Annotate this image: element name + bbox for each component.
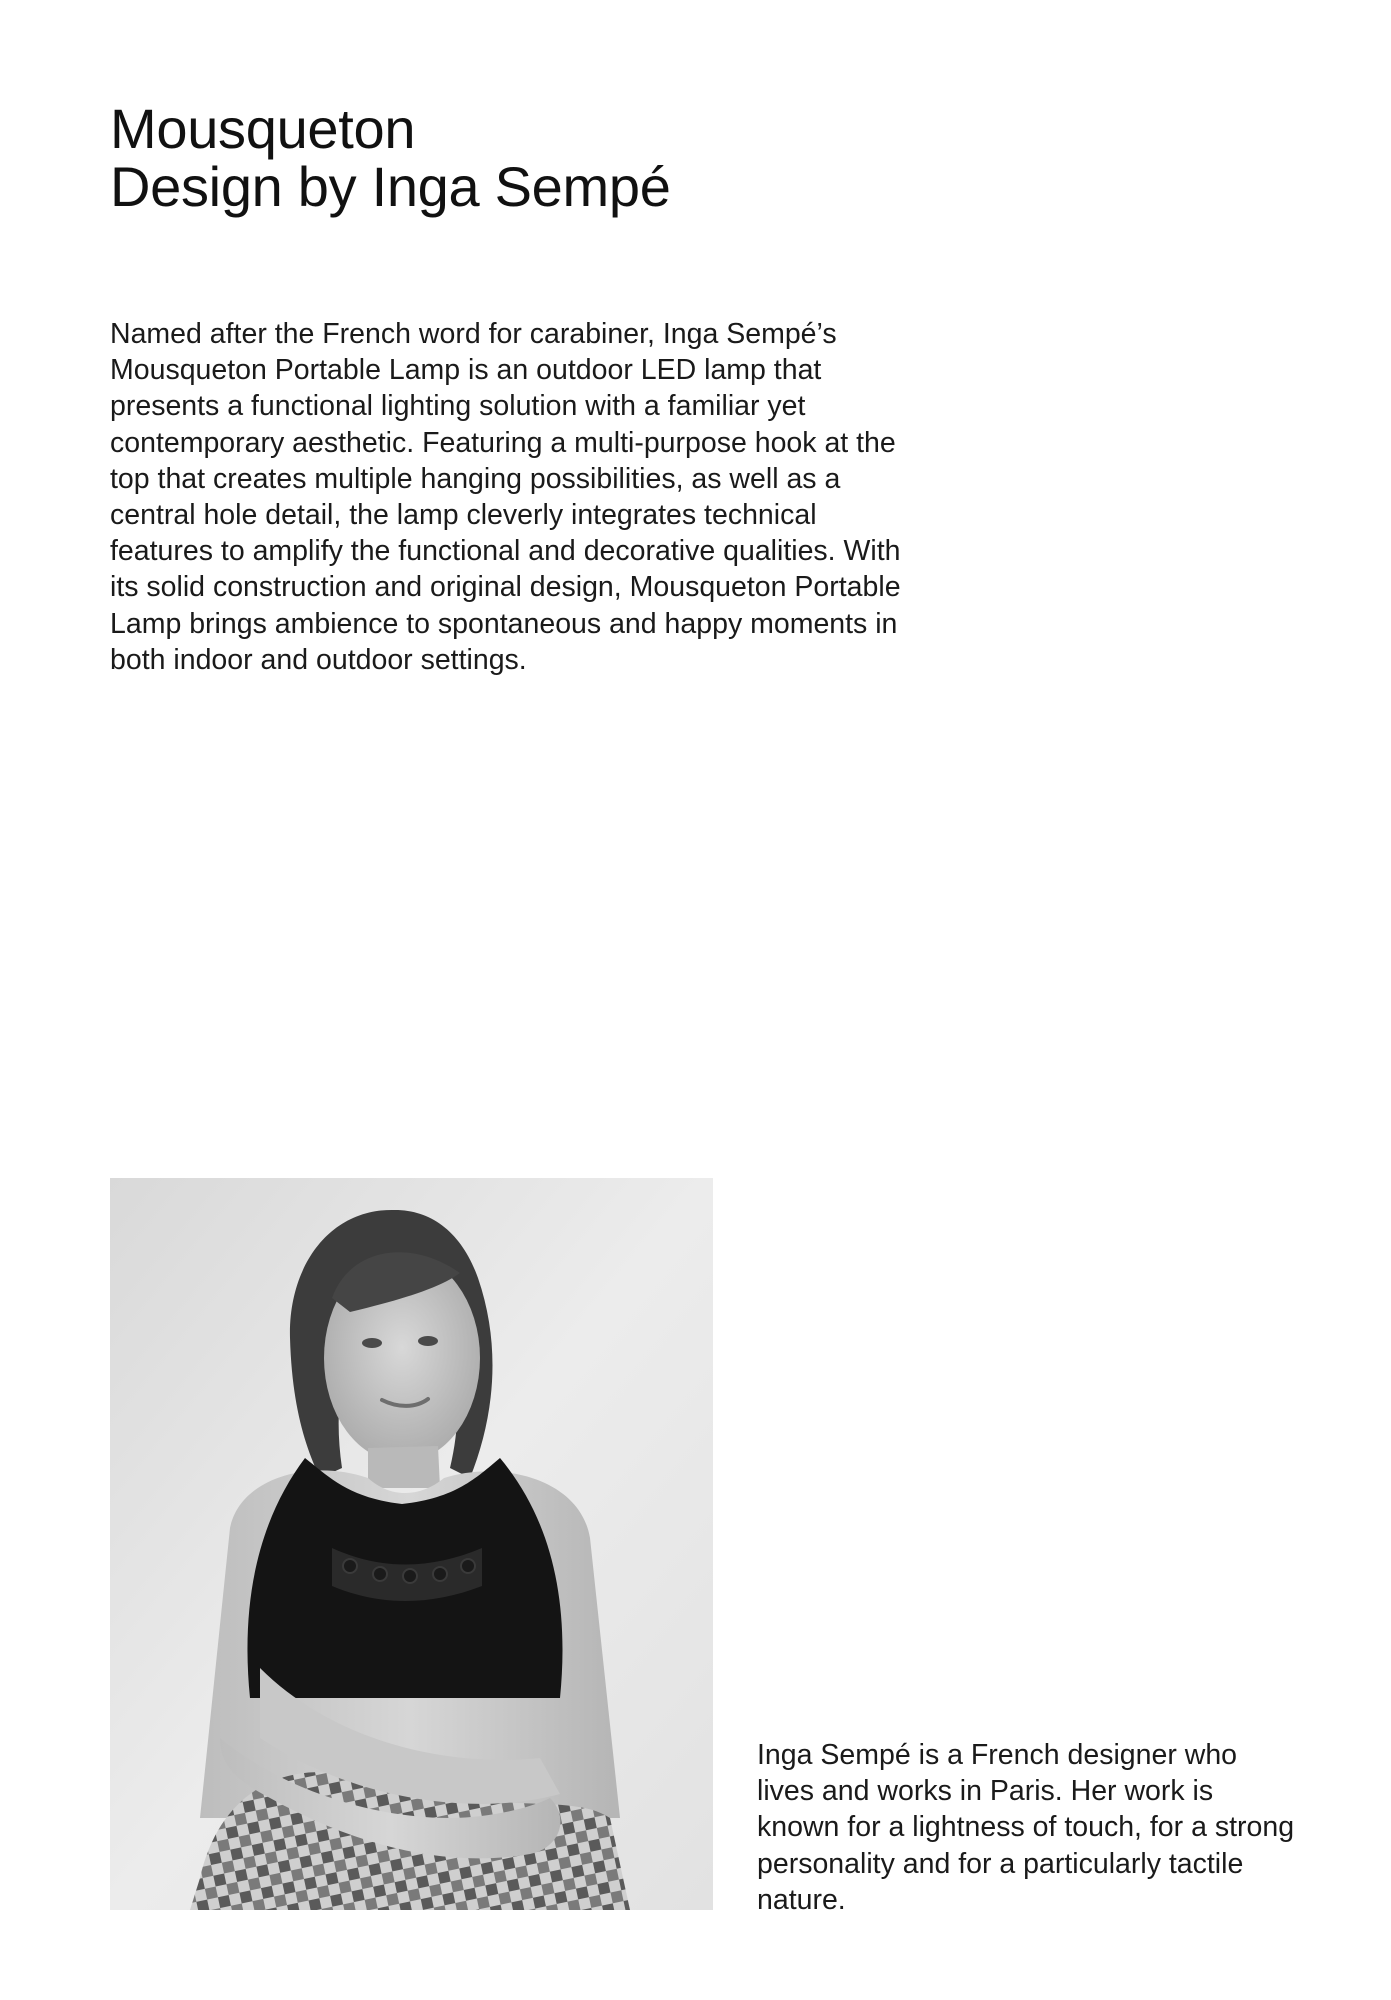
title-line-product: Mousqueton — [110, 97, 416, 160]
portrait-illustration — [110, 1178, 713, 1910]
designer-bio-paragraph: Inga Sempé is a French designer who lives and works in Paris. Her work is known for a lightness of touch, for a strong personality and for a particularly tactile nature. — [757, 1739, 1295, 1916]
page-title — [110, 97, 671, 218]
title-line-designer: Design by Inga Sempé — [110, 155, 671, 218]
designer-portrait-photo — [110, 1178, 713, 1910]
intro-paragraph: Named after the French word for carabiner, Inga Sempé’s Mousqueton Portable Lamp is an outdoor LED lamp that presents a functional lighting solution with a familiar yet contemporary aesthetic. Featuring a multi-purpose hook at the top that creates multiple hanging possibilities, as well as a central hole detail, the lamp cleverly integrates technical features to amplify the functional and decorative qualities. With its solid construction and original design, Mousqueton Portable Lamp brings ambience to spontaneous and happy moments in both indoor and outdoor settings. — [110, 318, 901, 676]
